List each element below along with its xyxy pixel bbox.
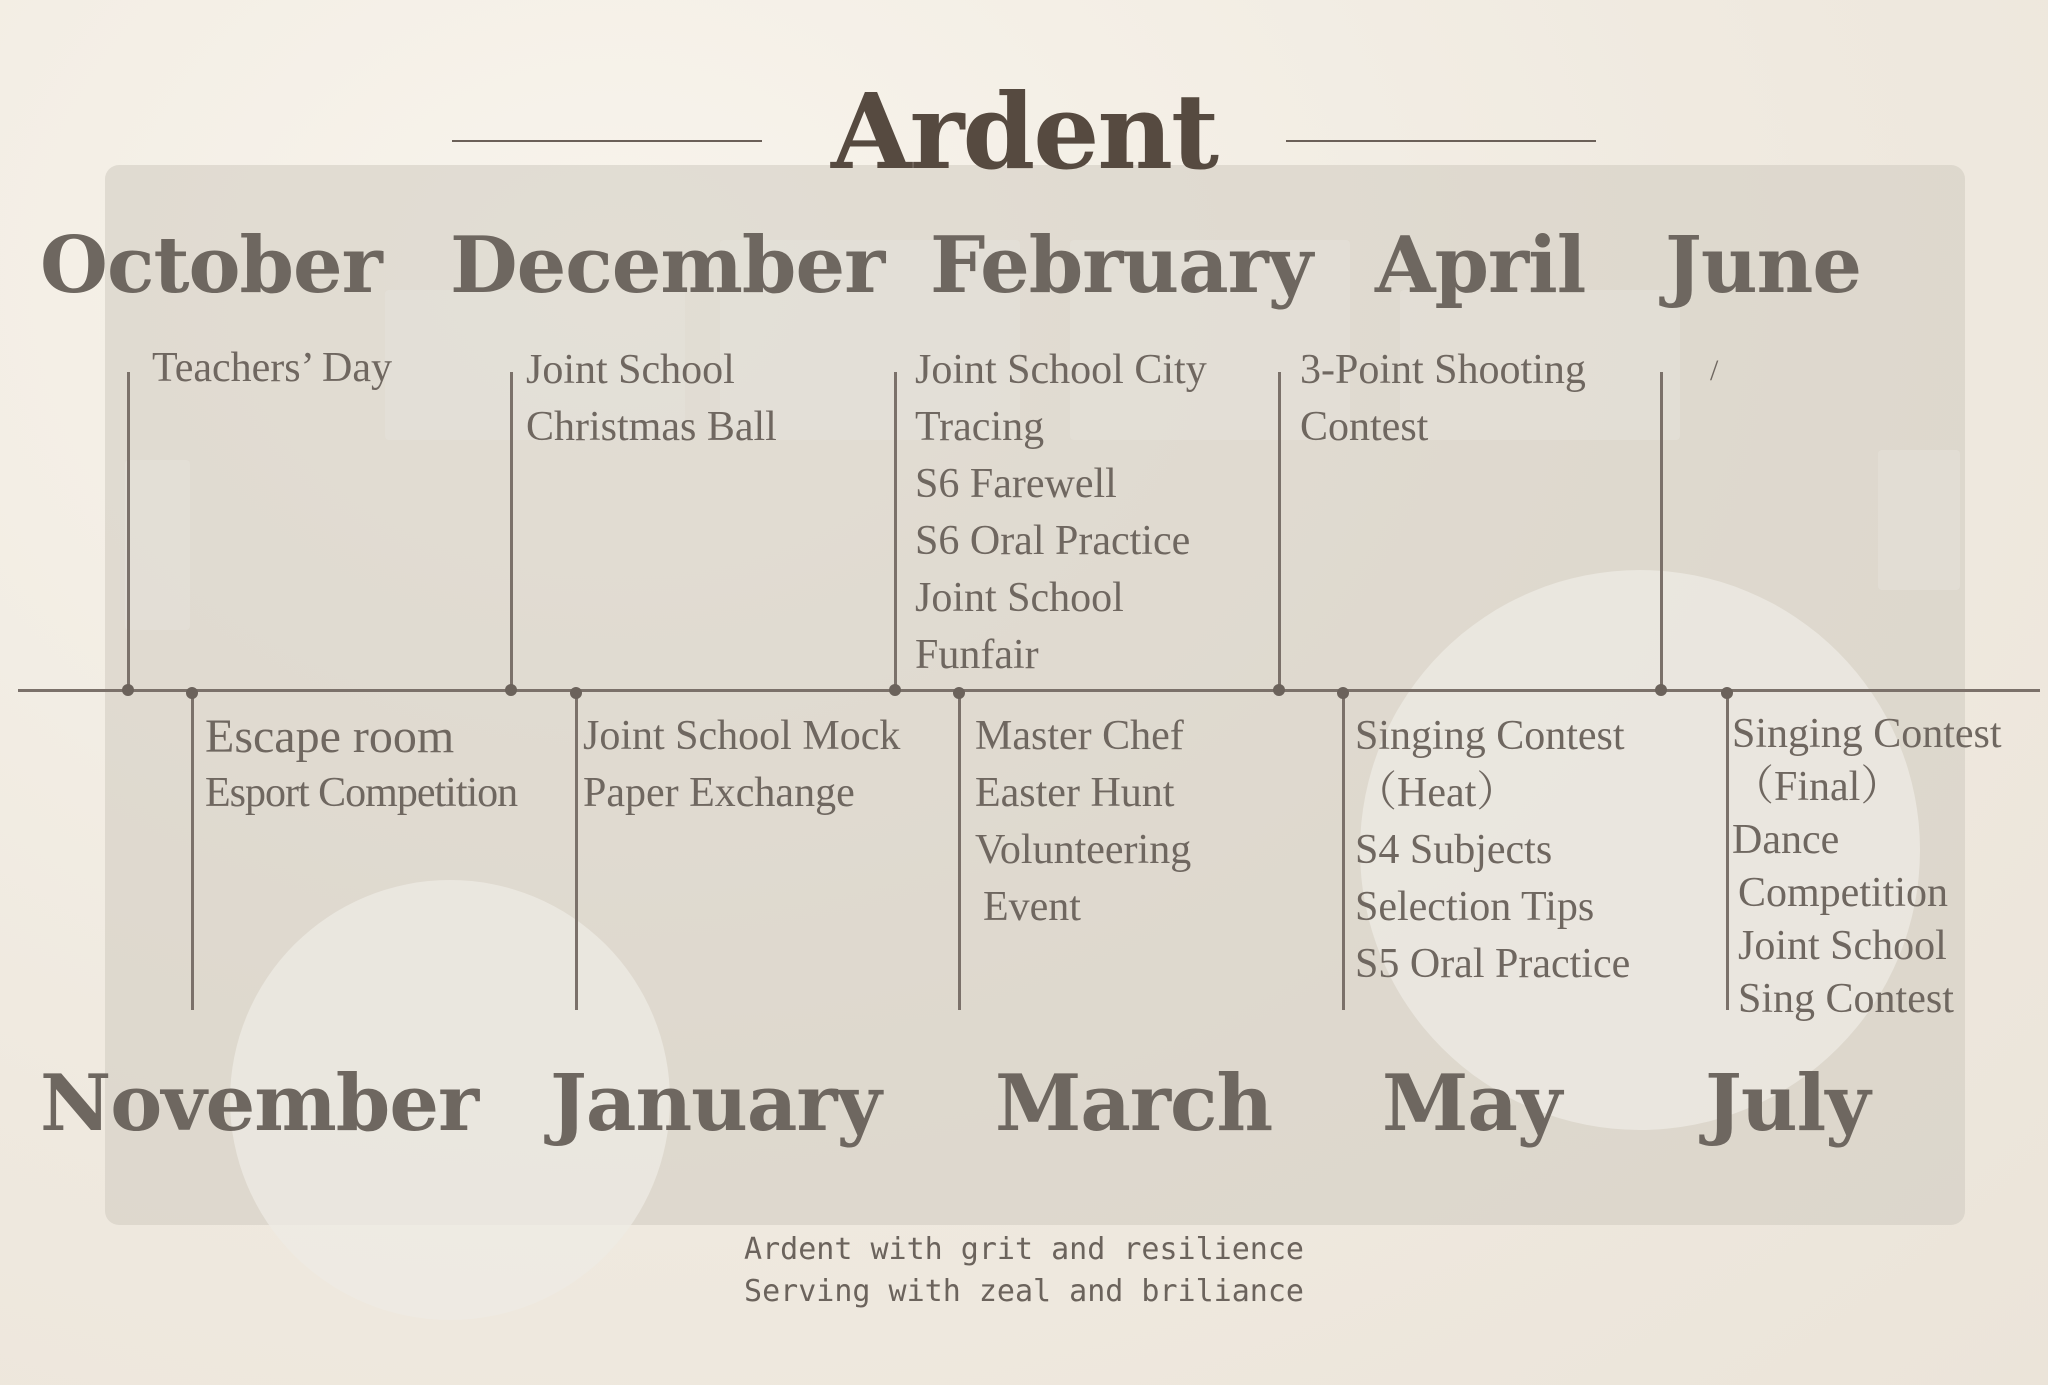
event-item: （Heat）: [1355, 770, 1519, 816]
events-may: [1355, 708, 1630, 993]
tick-july: [1726, 692, 1729, 1010]
month-december: December: [450, 220, 885, 311]
event-item: Escape room: [205, 710, 455, 763]
event-item: Dance: [1732, 817, 1840, 863]
timeline-dot: [505, 684, 517, 696]
month-march: March: [995, 1058, 1273, 1149]
event-item: Easter Hunt: [975, 770, 1175, 816]
motto-line-2: Serving with zeal and briliance: [744, 1274, 1304, 1309]
tick-october: [127, 372, 130, 690]
event-item: Sing Contest: [1738, 976, 1954, 1022]
events-july: [1732, 708, 2002, 1026]
event-item: Competition: [1738, 870, 1948, 916]
events-october: [152, 340, 392, 397]
event-item: Event: [983, 884, 1081, 930]
event-item: Esport Competition: [205, 770, 518, 816]
tick-november: [191, 692, 194, 1010]
events-february: [915, 342, 1207, 684]
event-item: Paper Exchange: [583, 770, 855, 816]
month-january: January: [550, 1058, 881, 1149]
events-november: [205, 708, 517, 822]
month-november: November: [40, 1058, 479, 1149]
events-december: [526, 342, 777, 456]
event-item: Joint School City: [915, 347, 1207, 393]
timeline-dot: [1273, 684, 1285, 696]
timeline-dot: [122, 684, 134, 696]
timeline-dot: [1721, 687, 1733, 699]
event-item: 3-Point Shooting: [1300, 347, 1586, 393]
event-item: /: [1710, 354, 1719, 387]
tick-march: [958, 692, 961, 1010]
event-item: Selection Tips: [1355, 884, 1595, 930]
tick-january: [575, 692, 578, 1010]
timeline-axis: [18, 689, 2040, 692]
event-item: Tracing: [915, 404, 1045, 450]
tick-april: [1278, 372, 1281, 690]
timeline-dot: [570, 687, 582, 699]
page-title: Ardent: [830, 70, 1218, 193]
month-october: October: [40, 220, 382, 311]
event-item: Joint School: [526, 347, 735, 393]
month-february: February: [930, 220, 1313, 311]
event-item: Joint School: [1738, 923, 1947, 969]
timeline-dot: [186, 687, 198, 699]
event-item: Singing Contest: [1355, 713, 1625, 759]
month-july: July: [1705, 1058, 1870, 1149]
event-item: S6 Farewell: [915, 461, 1117, 507]
event-item: Singing Contest: [1732, 711, 2002, 757]
month-april: April: [1375, 220, 1586, 311]
timeline-dot: [953, 687, 965, 699]
month-june: June: [1665, 220, 1861, 311]
events-june: [1710, 342, 1718, 399]
event-item: S4 Subjects: [1355, 827, 1553, 873]
events-january: [583, 708, 900, 822]
tick-december: [510, 372, 513, 690]
tick-june: [1660, 372, 1663, 690]
events-march: [975, 708, 1191, 936]
event-item: Teachers’ Day: [152, 345, 392, 391]
tick-february: [894, 372, 897, 690]
event-item: Contest: [1300, 404, 1429, 450]
events-april: [1300, 342, 1586, 456]
event-item: Christmas Ball: [526, 404, 777, 450]
event-item: Joint School: [915, 575, 1124, 621]
month-may: May: [1382, 1058, 1562, 1149]
timeline-dot: [1655, 684, 1667, 696]
timeline-dot: [889, 684, 901, 696]
event-item: Funfair: [915, 632, 1039, 678]
tick-may: [1342, 692, 1345, 1010]
event-item: Volunteering: [975, 827, 1192, 873]
event-item: Joint School Mock: [583, 713, 901, 759]
event-item: Master Chef: [975, 713, 1184, 759]
tram-window: [125, 460, 190, 630]
tram-window: [1878, 450, 1960, 590]
timeline-dot: [1337, 687, 1349, 699]
event-item: S6 Oral Practice: [915, 518, 1191, 564]
event-item: S5 Oral Practice: [1355, 941, 1631, 987]
motto-line-1: Ardent with grit and resilience: [744, 1232, 1304, 1267]
event-item: （Final）: [1732, 764, 1903, 810]
